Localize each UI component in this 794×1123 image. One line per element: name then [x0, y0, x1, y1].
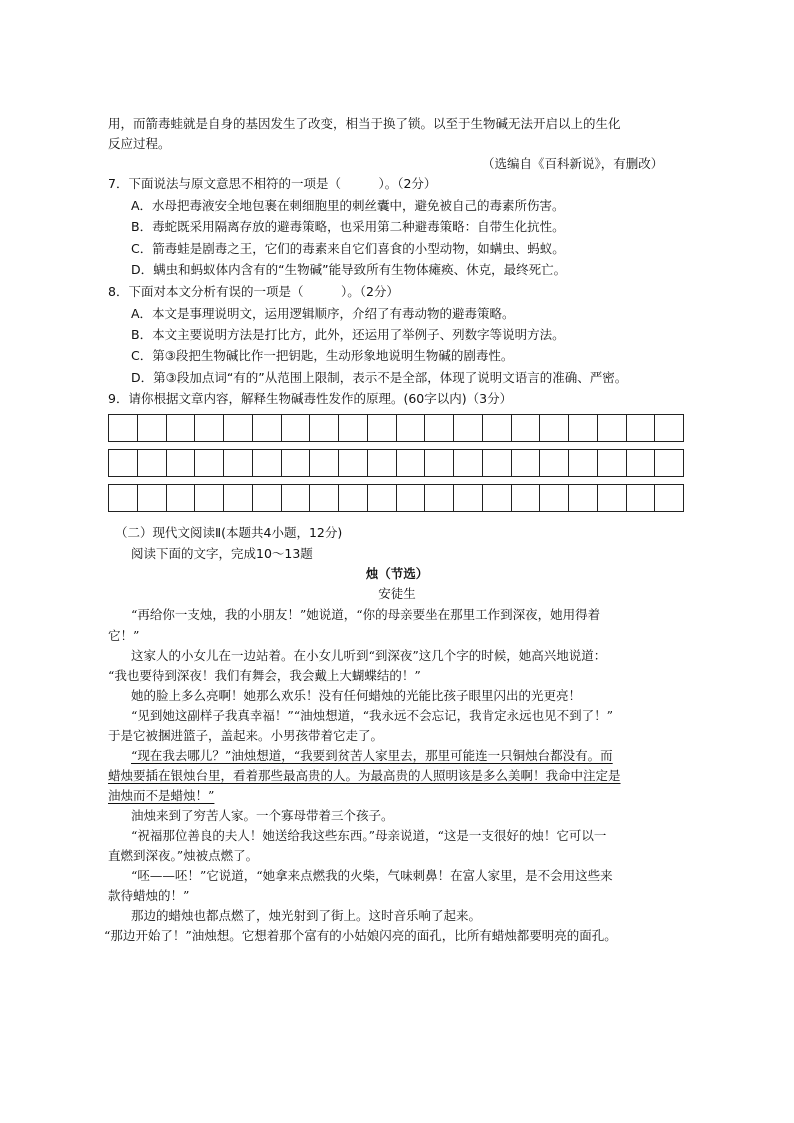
answer-grid-row[interactable]	[108, 414, 684, 442]
answer-grid-cell[interactable]	[598, 485, 627, 511]
answer-grid-cell[interactable]	[454, 485, 483, 511]
story-underlined-sentence: 蜡烛要插在银烛台里，看着那些最高贵的人。为最高贵的人照明该是多么美啊！我命中注定是	[108, 768, 621, 783]
story-paragraph: 于是它被捆进篮子，盖起来。小男孩带着它走了。	[108, 728, 384, 743]
answer-grid-cell[interactable]	[138, 415, 167, 441]
story-paragraph: “再给你一支烛，我的小朋友！”她说道，“你的母亲要坐在那里工作到深夜，她用得着	[131, 607, 601, 622]
answer-grid-row[interactable]	[108, 449, 684, 477]
question-7-stem: 7．下面说法与原文意思不相符的一项是（ ）。（2分）	[108, 176, 437, 191]
question-8-option-d: D．第③段加点词“有的”从范围上限制，表示不是全部，体现了说明文语言的准确、严密。	[131, 370, 628, 385]
answer-grid-cell[interactable]	[655, 485, 683, 511]
answer-grid-cell[interactable]	[368, 415, 397, 441]
answer-grid-cell[interactable]	[512, 450, 541, 476]
answer-grid-cell[interactable]	[483, 415, 512, 441]
answer-grid-cell[interactable]	[253, 450, 282, 476]
answer-grid-cell[interactable]	[339, 485, 368, 511]
story-paragraph: “见到她这副样子我真幸福！”“油烛想道，“我永远不会忘记，我肯定永远也见不到了！”	[131, 708, 613, 723]
section-heading: （二）现代文阅读Ⅱ(本题共4小题，12分)	[115, 525, 343, 540]
story-underlined-sentence: “现在我去哪儿？”油烛想道，“我要到贫苦人家里去，那里可能连一只铜烛台都没有。而	[131, 748, 613, 763]
answer-grid-cell[interactable]	[310, 415, 339, 441]
answer-grid-cell[interactable]	[253, 415, 282, 441]
answer-grid-cell[interactable]	[627, 450, 656, 476]
answer-grid-cell[interactable]	[627, 485, 656, 511]
answer-grid-cell[interactable]	[109, 415, 138, 441]
section-instruction: 阅读下面的文字，完成10～13题	[131, 546, 313, 561]
story-paragraph: “呸——呸！”它说道，“她拿来点燃我的火柴，气味刺鼻！在富人家里，是不会用这些来	[131, 868, 613, 883]
answer-grid-cell[interactable]	[397, 450, 426, 476]
story-title: 烛（节选）	[365, 566, 429, 581]
story-paragraph: 它！”	[108, 628, 140, 643]
answer-grid-cell[interactable]	[282, 415, 311, 441]
answer-grid-cell[interactable]	[540, 485, 569, 511]
answer-grid-cell[interactable]	[483, 450, 512, 476]
answer-grid-cell[interactable]	[454, 450, 483, 476]
story-paragraph: 她的脸上多么亮啊！她那么欢乐！没有任何蜡烛的光能比孩子眼里闪出的光更亮！	[131, 688, 582, 703]
question-7-option-d: D．螨虫和蚂蚁体内含有的“生物碱”能导致所有生物体瘫痪、休克，最终死亡。	[131, 262, 567, 277]
answer-grid-cell[interactable]	[454, 415, 483, 441]
source-citation: （选编自《百科新说》，有删改）	[482, 156, 664, 171]
answer-grid-cell[interactable]	[282, 485, 311, 511]
answer-grid-cell[interactable]	[512, 485, 541, 511]
answer-grid-cell[interactable]	[598, 415, 627, 441]
answer-grid-cell[interactable]	[368, 450, 397, 476]
question-8-stem: 8．下面对本文分析有误的一项是（ ）。（2分）	[108, 284, 399, 299]
answer-grid-cell[interactable]	[397, 485, 426, 511]
answer-grid-cell[interactable]	[167, 415, 196, 441]
answer-grid-cell[interactable]	[569, 415, 598, 441]
answer-grid-cell[interactable]	[569, 485, 598, 511]
answer-grid-row[interactable]	[108, 484, 684, 512]
story-paragraph: “我也要待到深夜！我们有舞会，我会戴上大蝴蝶结的！”	[108, 668, 421, 683]
answer-grid-cell[interactable]	[253, 485, 282, 511]
answer-grid-cell[interactable]	[138, 450, 167, 476]
story-paragraph: 直燃到深夜。”烛被点燃了。	[108, 848, 259, 863]
answer-grid-cell[interactable]	[167, 485, 196, 511]
passage-text-line: 反应过程。	[108, 136, 171, 151]
question-8-option-a: A．本文是事理说明文，运用逻辑顺序，介绍了有毒动物的避毒策略。	[131, 306, 515, 321]
answer-grid-cell[interactable]	[167, 450, 196, 476]
answer-grid-cell[interactable]	[655, 415, 683, 441]
answer-grid-cell[interactable]	[195, 450, 224, 476]
answer-grid-cell[interactable]	[109, 485, 138, 511]
answer-grid-cell[interactable]	[540, 450, 569, 476]
question-9-stem: 9．请你根据文章内容，解释生物碱毒性发作的原理。(60字以内)（3分）	[108, 391, 513, 406]
answer-grid-cell[interactable]	[310, 485, 339, 511]
answer-grid-cell[interactable]	[109, 450, 138, 476]
answer-grid-cell[interactable]	[310, 450, 339, 476]
answer-grid-cell[interactable]	[512, 415, 541, 441]
answer-grid-cell[interactable]	[224, 485, 253, 511]
answer-grid-cell[interactable]	[540, 415, 569, 441]
answer-grid-cell[interactable]	[224, 415, 253, 441]
story-paragraph: “那边开始了！”油烛想。它想着那个富有的小姑娘闪亮的面孔，比所有蜡烛都要明亮的面孔。	[104, 928, 617, 943]
answer-grid-cell[interactable]	[425, 450, 454, 476]
story-paragraph: “祝福那位善良的夫人！她送给我这些东西。”母亲说道，“这是一支很好的烛！它可以一	[131, 828, 607, 843]
answer-grid-cell[interactable]	[569, 450, 598, 476]
answer-grid-cell[interactable]	[339, 415, 368, 441]
answer-grid-cell[interactable]	[195, 415, 224, 441]
answer-grid-cell[interactable]	[368, 485, 397, 511]
passage-text-line: 用，而箭毒蛙就是自身的基因发生了改变，相当于换了锁。以至于生物碱无法开启以上的生化	[108, 116, 621, 131]
answer-grid-cell[interactable]	[282, 450, 311, 476]
answer-grid-cell[interactable]	[397, 415, 426, 441]
question-8-option-c: C．第③段把生物碱比作一把钥匙，生动形象地说明生物碱的剧毒性。	[131, 348, 514, 363]
story-paragraph: 那边的蜡烛也都点燃了，烛光射到了街上。这时音乐响了起来。	[131, 908, 482, 923]
answer-grid-cell[interactable]	[598, 450, 627, 476]
story-author: 安徒生	[378, 586, 416, 601]
story-paragraph: 款待蜡烛的！”	[108, 888, 190, 903]
answer-grid-cell[interactable]	[627, 415, 656, 441]
story-underlined-sentence: 油烛而不是蜡烛！”	[108, 788, 215, 803]
answer-grid-cell[interactable]	[224, 450, 253, 476]
answer-grid-cell[interactable]	[339, 450, 368, 476]
answer-grid-cell[interactable]	[138, 485, 167, 511]
story-paragraph: 油烛来到了穷苦人家。一个寡母带着三个孩子。	[131, 808, 394, 823]
story-paragraph: 这家人的小女儿在一边站着。在小女儿听到“到深夜”这几个字的时候，她高兴地说道：	[131, 648, 607, 663]
answer-grid-cell[interactable]	[425, 485, 454, 511]
question-7-option-c: C．箭毒蛙是剧毒之王，它们的毒素来自它们喜食的小型动物，如螨虫、蚂蚁。	[131, 241, 565, 256]
question-8-option-b: B．本文主要说明方法是打比方，此外，还运用了举例子、列数字等说明方法。	[131, 327, 565, 342]
question-7-option-b: B．毒蛇既采用隔离存放的避毒策略，也采用第二种避毒策略：自带生化抗性。	[131, 219, 565, 234]
question-7-option-a: A．水母把毒液安全地包裹在刺细胞里的刺丝囊中，避免被自己的毒素所伤害。	[131, 198, 565, 213]
answer-grid-cell[interactable]	[655, 450, 683, 476]
answer-grid-cell[interactable]	[483, 485, 512, 511]
answer-grid-cell[interactable]	[425, 415, 454, 441]
answer-grid-cell[interactable]	[195, 485, 224, 511]
